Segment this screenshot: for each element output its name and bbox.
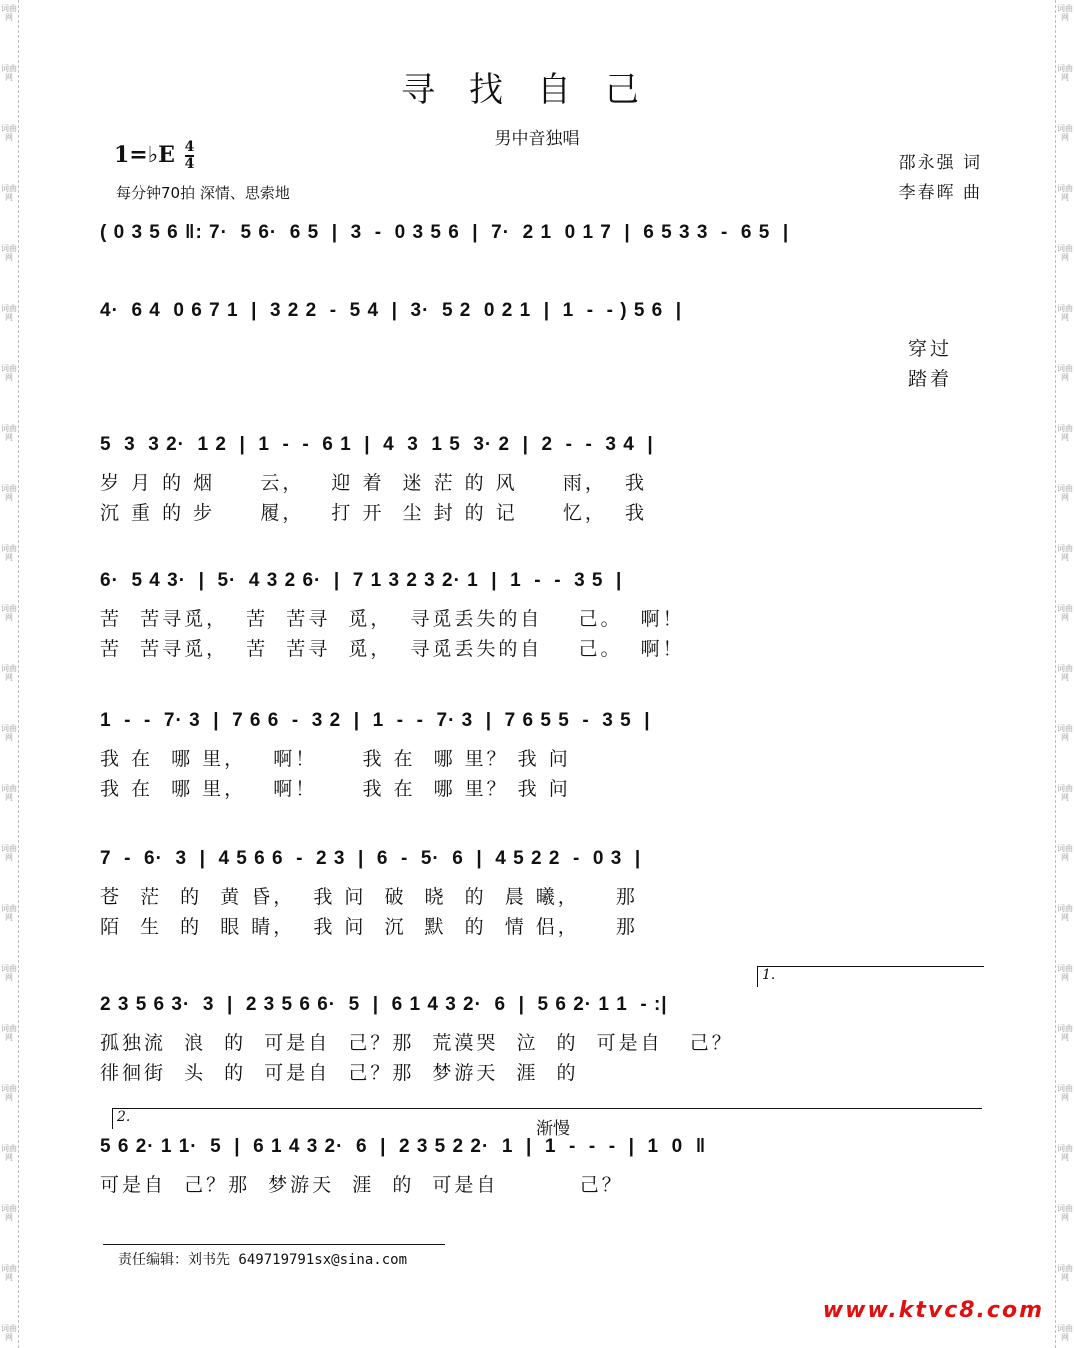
watermark-text: 词曲网 <box>1057 544 1073 562</box>
composer-credit: 李春晖 曲 <box>898 183 982 203</box>
lyric-line: 陌 生 的 眼 睛， 我 问 沉 默 的 情 侣， 那 <box>100 916 638 938</box>
watermark-text: 词曲网 <box>1 1324 17 1342</box>
watermark-text: 词曲网 <box>1057 964 1073 982</box>
watermark-text: 词曲网 <box>1 1084 17 1102</box>
watermark-text: 词曲网 <box>1057 904 1073 922</box>
watermark-text: 词曲网 <box>1 424 17 442</box>
notation-line: 7 - 6· 3 | 4 5 6 6 - 2 3 | 6 - 5· 6 | 4 5 2 2 - 0 3 | <box>100 848 642 869</box>
watermark-text: 词曲网 <box>1 484 17 502</box>
lyric-line: 我 在 哪 里， 啊！ 我 在 哪 里？ 我 问 <box>100 778 571 800</box>
watermark-text: 词曲网 <box>1 184 17 202</box>
watermark-text: 词曲网 <box>1057 724 1073 742</box>
watermark-text: 词曲网 <box>1 1024 17 1042</box>
lyric-line: 苦 苦寻觅， 苦 苦寻 觅， 寻觅丢失的自 己。 啊！ <box>100 608 685 630</box>
site-watermark: www.ktvc8.com <box>822 1298 1044 1323</box>
lyric-line: 苍 茫 的 黄 昏， 我 问 破 晓 的 晨 曦， 那 <box>100 886 638 908</box>
right-watermark-strip <box>1055 0 1074 1348</box>
watermark-text: 词曲网 <box>1 244 17 262</box>
watermark-text: 词曲网 <box>1057 1264 1073 1282</box>
notation-line: 5 3 3 2· 1 2 | 1 - - 6 1 | 4 3 1 5 3· 2 | 2 - - 3 4 | <box>100 434 654 455</box>
editor-credit: 责任编辑：刘书先 649719791sx@sina.com <box>118 1252 408 1268</box>
left-watermark-strip <box>0 0 19 1348</box>
watermark-text: 词曲网 <box>1 544 17 562</box>
time-signature <box>185 140 195 172</box>
watermark-text: 词曲网 <box>1057 364 1073 382</box>
notation-line: 4· 6 4 0 6 7 1 | 3 2 2 - 5 4 | 3· 5 2 0 2 1 | 1 - - ) 5 6 | <box>100 300 683 321</box>
notation-line: 6· 5 4 3· | 5· 4 3 2 6· | 7 1 3 2 3 2· 1 | 1 - - 3 5 | <box>100 570 623 591</box>
watermark-text: 词曲网 <box>1057 484 1073 502</box>
watermark-text: 词曲网 <box>1057 1324 1073 1342</box>
time-numerator: 4 <box>184 139 195 155</box>
lyric-line: 可是自 己？那 梦游天 涯 的 可是自 己？ <box>100 1174 624 1196</box>
key-signature <box>114 140 194 172</box>
tempo-marking: 每分钟70拍 深情、思索地 <box>116 184 290 202</box>
ritardando-mark: 渐慢 <box>536 1119 570 1139</box>
lyric-line: 孤独流 浪 的 可是自 己？那 荒漠哭 泣 的 可是自 己？ <box>100 1032 734 1054</box>
footer-rule <box>103 1244 445 1245</box>
lyric-line: 踏着 <box>908 368 953 390</box>
watermark-text: 词曲网 <box>1057 184 1073 202</box>
watermark-text: 词曲网 <box>1057 304 1073 322</box>
lyric-line: 沉 重 的 步 履， 打 开 尘 封 的 记 忆， 我 <box>100 502 647 524</box>
watermark-text: 词曲网 <box>1057 1204 1073 1222</box>
song-title: 寻找自己 <box>401 70 673 110</box>
watermark-text: 词曲网 <box>1057 124 1073 142</box>
notation-line: 1 - - 7· 3 | 7 6 6 - 3 2 | 1 - - 7· 3 | 7 6 5 5 - 3 5 | <box>100 710 651 731</box>
lyric-line: 徘徊街 头 的 可是自 己？那 梦游天 涯 的 <box>100 1062 579 1084</box>
lyric-line: 苦 苦寻觅， 苦 苦寻 觅， 寻觅丢失的自 己。 啊！ <box>100 638 685 660</box>
watermark-text: 词曲网 <box>1 64 17 82</box>
watermark-text: 词曲网 <box>1 4 17 22</box>
watermark-text: 词曲网 <box>1 304 17 322</box>
watermark-text: 词曲网 <box>1 904 17 922</box>
watermark-text: 词曲网 <box>1 1144 17 1162</box>
watermark-text: 词曲网 <box>1 784 17 802</box>
watermark-text: 词曲网 <box>1057 1084 1073 1102</box>
watermark-text: 词曲网 <box>1057 604 1073 622</box>
lyricist-credit: 邵永强 词 <box>898 153 982 173</box>
watermark-text: 词曲网 <box>1057 64 1073 82</box>
lyric-line: 我 在 哪 里， 啊！ 我 在 哪 里？ 我 问 <box>100 748 571 770</box>
watermark-text: 词曲网 <box>1 364 17 382</box>
watermark-text: 词曲网 <box>1 1264 17 1282</box>
lyric-line: 穿过 <box>908 338 953 360</box>
watermark-text: 词曲网 <box>1 664 17 682</box>
lyric-line: 岁 月 的 烟 云， 迎 着 迷 茫 的 风 雨， 我 <box>100 472 647 494</box>
watermark-text: 词曲网 <box>1057 1144 1073 1162</box>
notation-line: ( 0 3 5 6 ‖: 7· 5 6· 6 5 | 3 - 0 3 5 6 | 7· 2 1 0 1 7 | 6 5 3 3 - 6 5 | <box>100 222 790 243</box>
watermark-text: 词曲网 <box>1057 664 1073 682</box>
watermark-text: 词曲网 <box>1057 4 1073 22</box>
second-ending-label: 2. <box>117 1109 131 1125</box>
notation-line: 5 6 2· 1 1· 5 | 6 1 4 3 2· 6 | 2 3 5 2 2· 1 | 1 - - - | 1 0 ‖ <box>100 1136 707 1157</box>
key-prefix: 1=♭E <box>114 142 175 168</box>
watermark-text: 词曲网 <box>1 724 17 742</box>
watermark-text: 词曲网 <box>1057 844 1073 862</box>
watermark-text: 词曲网 <box>1 964 17 982</box>
watermark-text: 词曲网 <box>1057 1024 1073 1042</box>
watermark-text: 词曲网 <box>1057 784 1073 802</box>
first-ending-label: 1. <box>762 967 776 983</box>
watermark-text: 词曲网 <box>1 604 17 622</box>
watermark-text: 词曲网 <box>1 844 17 862</box>
watermark-text: 词曲网 <box>1057 244 1073 262</box>
watermark-text: 词曲网 <box>1057 424 1073 442</box>
time-denominator: 4 <box>184 156 195 172</box>
watermark-text: 词曲网 <box>1 124 17 142</box>
notation-line: 2 3 5 6 3· 3 | 2 3 5 6 6· 5 | 6 1 4 3 2· 6 | 5 6 2· 1 1 - :| <box>100 994 668 1015</box>
song-subtitle: 男中音独唱 <box>494 129 580 149</box>
watermark-text: 词曲网 <box>1 1204 17 1222</box>
first-ending-bracket <box>757 966 984 987</box>
